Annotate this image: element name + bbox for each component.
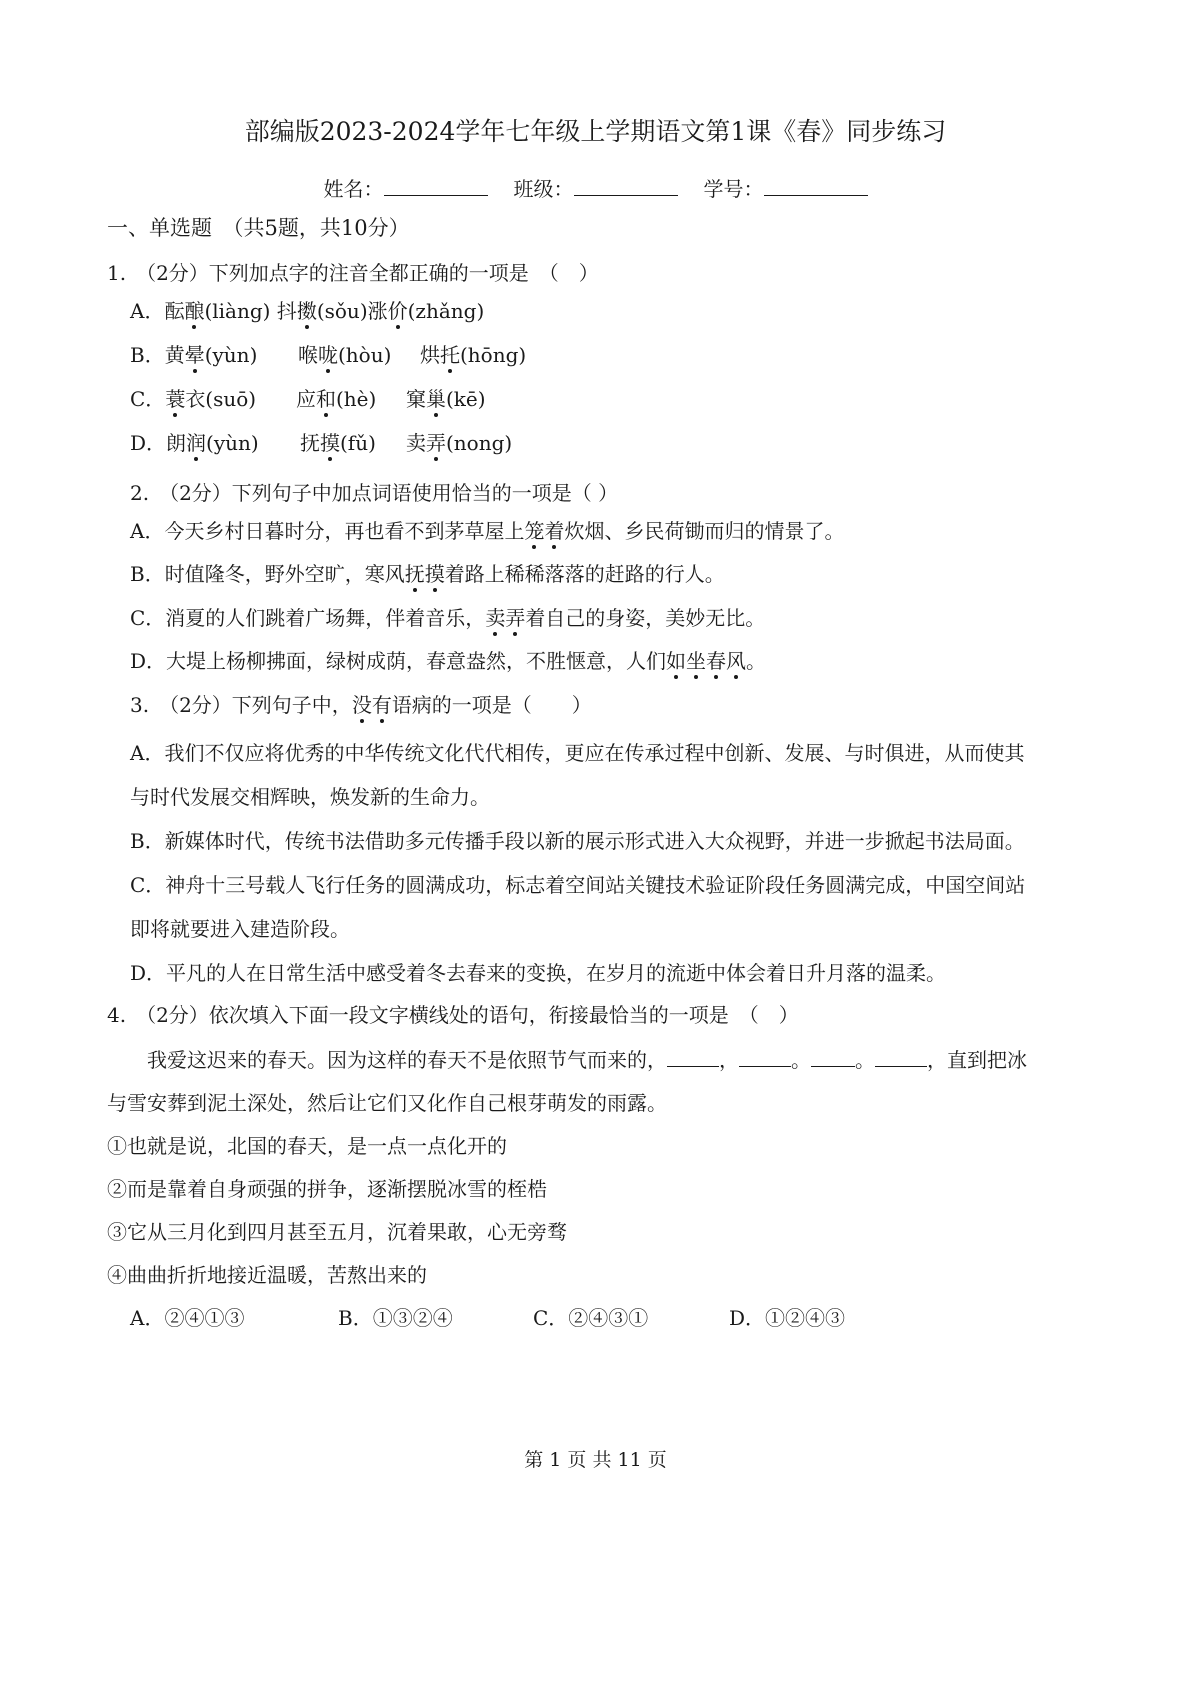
text: 窠 [406,387,426,411]
dotted-char: 坐 [686,649,707,673]
text: 卖 [406,431,426,455]
class-label: 班级： [513,177,574,201]
text: 喉 [298,343,318,367]
question-3-stem [130,692,592,718]
text: D．朗 [130,431,187,455]
text: (zhǎng) [407,299,485,323]
text: 着自己的身姿，美妙无比。 [525,606,766,630]
text: B．时值隆冬，野外空旷，寒风 [130,562,405,586]
section-heading: 一、单选题 （共5题，共10分） [107,216,410,240]
dotted-char: 晕 [184,343,205,367]
question-3-option-a-cont: 与时代发展交相辉映，焕发新的生命力。 [130,785,490,809]
sentence-2: ②而是靠着自身顽强的拼争，逐渐摆脱冰雪的桎梏 [107,1177,547,1201]
question-3-option-c[interactable]: C．神舟十三号载人飞行任务的圆满成功，标志着空间站关键技术验证阶段任务圆满完成，中国空间站 [130,873,1026,897]
text: A．今天乡村日暮时分，再也看不到茅草屋上 [130,519,525,543]
dotted-char: 笼 [524,519,545,543]
text: 我爱这迟来的春天。因为这样的春天不是依照节气而来的， [147,1048,667,1072]
question-3-option-b[interactable]: B．新媒体时代，传统书法借助多元传播手段以新的展示形式进入大众视野，并进一步掀起书法局面。 [130,829,1025,853]
page-footer: 第 1 页 共 11 页 [524,1449,667,1471]
dotted-char: 咙 [318,343,338,367]
text: 抚 [300,431,320,455]
id-label: 学号： [703,177,764,201]
student-info [0,175,1191,202]
dotted-char: 如 [666,649,687,673]
dotted-char: 春 [706,649,727,673]
dotted-char: 有 [371,693,392,717]
text: D．大堤上杨柳拂面，绿树成荫，春意盎然，不胜惬意，人们 [130,649,667,673]
sentence-4: ④曲曲折折地接近温暖，苦熬出来的 [107,1263,427,1287]
dotted-char: 弄 [505,606,526,630]
dotted-char: 巢 [426,387,446,411]
question-4-option-a[interactable]: A．②④①③ [130,1306,245,1330]
fill-blank-4[interactable] [875,1048,927,1067]
question-4-passage-cont: 与雪安葬到泥土深处，然后让它们又化作自己根芽萌发的雨露。 [107,1091,667,1115]
dotted-char: 卖 [485,606,506,630]
dotted-char: 和 [316,387,336,411]
text: 3. （2分）下列句子中， [130,693,352,717]
text: 炊烟、乡民荷锄而归的情景了。 [564,519,845,543]
question-2-stem: 2. （2分）下列句子中加点词语使用恰当的一项是（ ） [130,481,619,505]
text: (hōng) [460,343,527,367]
question-4-option-d[interactable]: D．①②④③ [729,1306,846,1330]
dotted-char: 摸 [320,431,340,455]
text: (kē) [446,387,486,411]
question-4-passage [147,1047,1027,1073]
text: B．黄 [130,343,185,367]
text: 烘 [420,343,440,367]
question-1-option-a[interactable] [130,298,484,324]
text: (nong) [446,431,513,455]
text: 。 [855,1048,875,1072]
page-title: 部编版2023-2024学年七年级上学期语文第1课《春》同步练习 [244,117,947,146]
fill-blank-1[interactable] [667,1048,719,1067]
text: (fǔ) [340,431,376,455]
text: C． [130,387,166,411]
text: 。 [746,649,767,673]
dotted-char: 风 [726,649,747,673]
dotted-char: 蓑 [165,387,186,411]
text: C．消夏的人们跳着广场舞，伴着音乐， [130,606,486,630]
text: A．酝 [130,299,185,323]
text: ，直到把冰 [927,1048,1027,1072]
id-blank[interactable] [764,175,868,196]
sentence-3: ③它从三月化到四月甚至五月，沉着果敢，心无旁骛 [107,1220,567,1244]
text: (hòu) [338,343,392,367]
question-3-option-a[interactable]: A．我们不仅应将优秀的中华传统文化代代相传，更应在传承过程中创新、发展、与时俱进，从而使其 [130,741,1025,765]
dotted-char: 托 [440,343,460,367]
dotted-char: 酿 [184,299,205,323]
fill-blank-3[interactable] [811,1048,855,1067]
name-label: 姓名： [323,177,384,201]
dotted-char: 着 [544,519,565,543]
question-3-option-d[interactable]: D．平凡的人在日常生活中感受着冬去春来的变换，在岁月的流逝中体会着日升月落的温柔。 [130,961,947,985]
question-3-option-c-cont: 即将就要进入建造阶段。 [130,917,350,941]
question-4-option-b[interactable]: B．①③②④ [338,1306,453,1330]
fill-blank-2[interactable] [739,1048,791,1067]
text: (sǒu)涨 [316,299,388,323]
text: 。 [791,1048,811,1072]
sentence-1: ①也就是说，北国的春天，是一点一点化开的 [107,1134,507,1158]
question-2-option-d[interactable] [130,648,766,674]
class-blank[interactable] [574,175,678,196]
dotted-char: 价 [387,299,408,323]
text: 语病的一项是（ ） [391,693,592,717]
dotted-char: 弄 [426,431,446,455]
dotted-char: 润 [186,431,207,455]
question-4-stem: 4. （2分）依次填入下面一段文字横线处的语句，衔接最恰当的一项是 （ ） [107,1003,799,1027]
text: (yùn) [206,431,259,455]
text: 衣(suō) [185,387,257,411]
question-2-option-c[interactable] [130,605,765,631]
dotted-char: 没 [351,693,372,717]
text: (hè) [336,387,377,411]
dotted-char: 擞 [296,299,317,323]
text: ， [719,1048,739,1072]
name-blank[interactable] [384,175,488,196]
question-4-option-c[interactable]: C．②④③① [533,1306,649,1330]
question-1-stem: 1. （2分）下列加点字的注音全都正确的一项是 （ ） [107,261,599,285]
text: 着路上稀稀落落的赶路的行人。 [444,562,725,586]
question-2-option-a[interactable] [130,518,844,544]
text: (yùn) [204,343,258,367]
question-2-option-b[interactable] [130,561,725,587]
text: 应 [296,387,316,411]
dotted-char: 摸 [424,562,445,586]
text: (liàng) 抖 [204,299,297,323]
dotted-char: 抚 [404,562,425,586]
